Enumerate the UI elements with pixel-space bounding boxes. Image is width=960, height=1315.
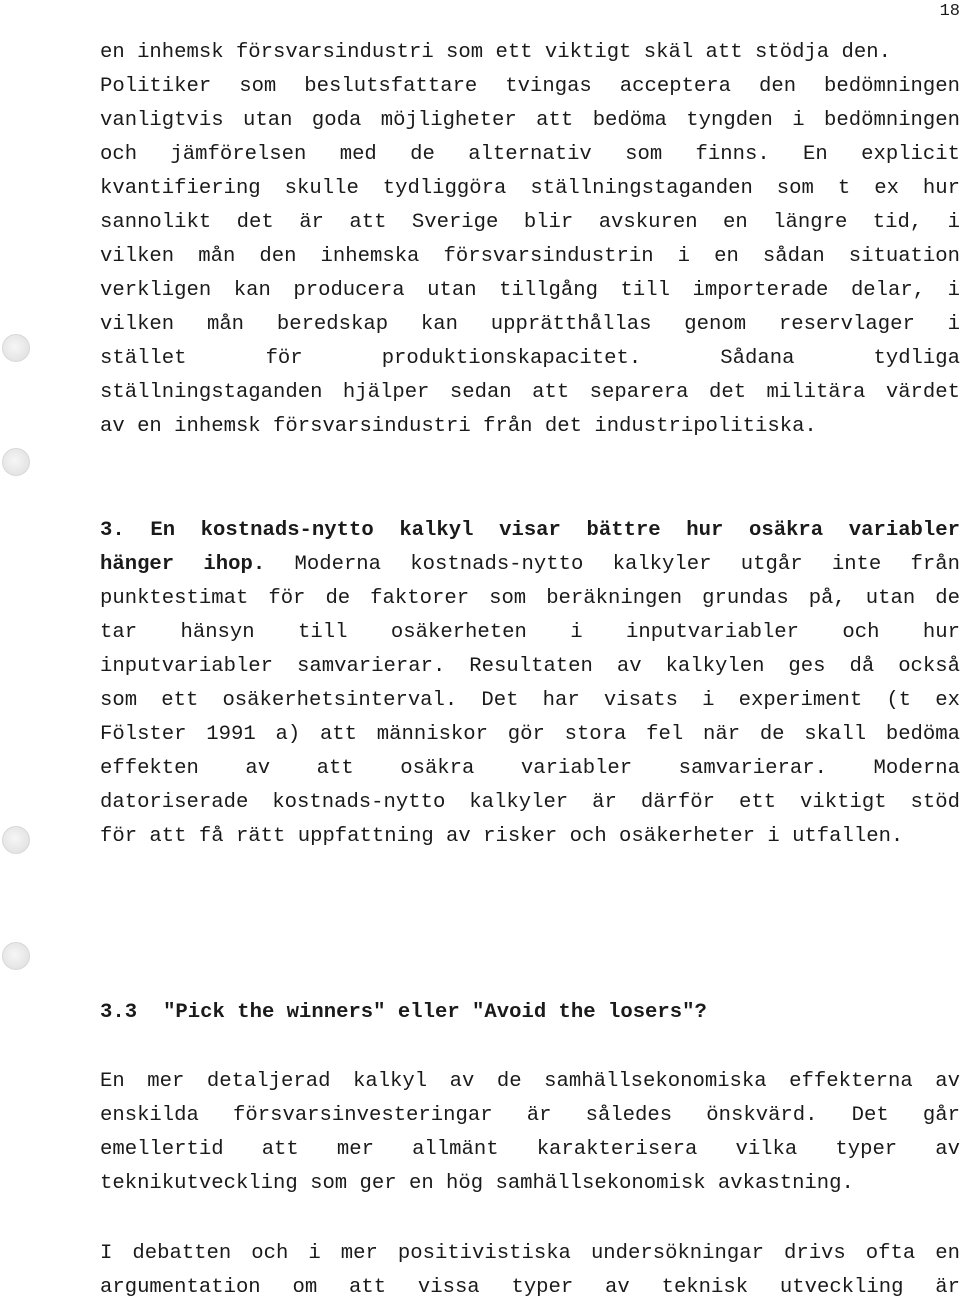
text-line: vilken mån den inhemska försvarsindustrin i en sådan situation bbox=[100, 245, 960, 268]
punch-hole-icon bbox=[2, 448, 30, 476]
text-span: Moderna kostnads-nytto kalkyler utgår inte från bbox=[265, 553, 960, 576]
text-line: argumentation om att vissa typer av teknisk utveckling är bbox=[100, 1276, 960, 1299]
text-line: I debatten och i mer positivistiska undersökningar drivs ofta en bbox=[100, 1242, 960, 1265]
text-line: ställningstaganden hjälper sedan att separera det militära värdet bbox=[100, 381, 960, 404]
text-line: Fölster 1991 a) att människor gör stora fel när de skall bedöma bbox=[100, 723, 960, 746]
section-number: 3.3 bbox=[100, 1001, 138, 1024]
punch-hole-icon bbox=[2, 826, 30, 854]
text-line: stället för produktionskapacitet. Sådana tydliga bbox=[100, 347, 960, 370]
section-heading bbox=[100, 996, 960, 1030]
text-line: inputvariabler samvarierar. Resultaten av kalkylen ges då också bbox=[100, 655, 960, 678]
text-line: som ett osäkerhetsinterval. Det har visats i experiment (t ex bbox=[100, 689, 960, 712]
text-line: verkligen kan producera utan tillgång till importerade delar, i bbox=[100, 279, 960, 302]
text-line: för att få rätt uppfattning av risker och osäkerheter i utfallen. bbox=[100, 825, 904, 848]
text-line: av en inhemsk försvarsindustri från det industripolitiska. bbox=[100, 415, 817, 438]
punch-hole-icon bbox=[2, 334, 30, 362]
text-line: tar hänsyn till osäkerheten i inputvariabler och hur bbox=[100, 621, 960, 644]
text-line: enskilda försvarsinvesteringar är således önskvärd. Det går bbox=[100, 1104, 960, 1127]
text-line: en inhemsk försvarsindustri som ett viktigt skäl att stödja den. bbox=[100, 41, 891, 64]
section-title: "Pick the winners" eller "Avoid the losers"? bbox=[163, 1001, 707, 1024]
page-number: 18 bbox=[939, 2, 960, 21]
bold-lead-line: 3. En kostnads-nytto kalkyl visar bättre hur osäkra variabler bbox=[100, 519, 960, 542]
text-line: datoriserade kostnads-nytto kalkyler är därför ett viktigt stöd bbox=[100, 791, 960, 814]
text-line: emellertid att mer allmänt karakterisera vilka typer av bbox=[100, 1138, 960, 1161]
text-line: vanligtvis utan goda möjligheter att bedöma tyngden i bedömningen bbox=[100, 109, 960, 132]
punch-hole-icon bbox=[2, 942, 30, 970]
bold-lead-text: hänger ihop. bbox=[100, 553, 266, 576]
text-line: och jämförelsen med de alternativ som finns. En explicit bbox=[100, 143, 960, 166]
text-line: effekten av att osäkra variabler samvarierar. Moderna bbox=[100, 757, 960, 780]
text-line: kvantifiering skulle tydliggöra ställningstaganden som t ex hur bbox=[100, 177, 960, 200]
text-line: teknikutveckling som ger en hög samhällsekonomisk avkastning. bbox=[100, 1172, 854, 1195]
text-line: En mer detaljerad kalkyl av de samhällsekonomiska effekterna av bbox=[100, 1070, 960, 1093]
text-line: sannolikt det är att Sverige blir avskuren en längre tid, i bbox=[100, 211, 960, 234]
text-line: vilken mån beredskap kan upprätthållas genom reservlager i bbox=[100, 313, 960, 336]
text-line bbox=[100, 548, 960, 582]
text-line: punktestimat för de faktorer som beräkningen grundas på, utan de bbox=[100, 587, 960, 610]
text-line: Politiker som beslutsfattare tvingas acceptera den bedömningen bbox=[100, 75, 960, 98]
